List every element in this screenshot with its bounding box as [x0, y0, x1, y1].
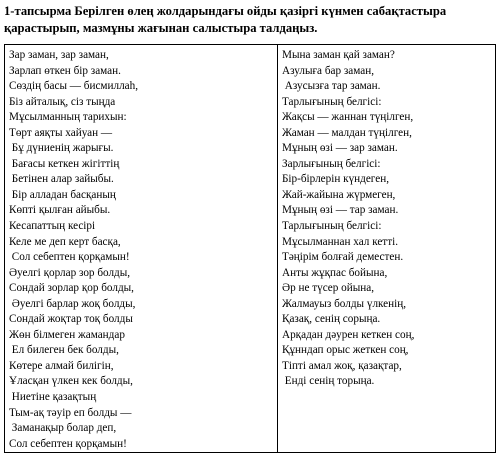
poem-line: Азулыға бар заман,	[282, 64, 375, 77]
poem-line: Зарлап өткен бір заман.	[9, 64, 121, 77]
poem-line: Енді сенің торыңа.	[282, 375, 375, 388]
poem-left-cell	[5, 45, 278, 453]
task-heading	[4, 3, 496, 37]
poem-line: Тарлығының белгісі:	[282, 95, 382, 108]
poem-line: Тәңірім болғай деместен.	[282, 251, 404, 264]
poem-line: Зар заман, зар заман,	[9, 49, 109, 61]
poem-line: Мұның өзі — тар заман.	[282, 204, 399, 217]
poems-table	[4, 44, 496, 453]
poem-line: Заманақыр болар деп,	[9, 422, 117, 435]
poem-line: Әуелгі барлар жоқ болды,	[9, 297, 136, 310]
poem-line: Құнндап орыс жеткен соң,	[282, 344, 409, 357]
poem-line: Ниетіне қазақтың	[9, 391, 97, 404]
poem-line: Кесапаттың кесірі	[9, 220, 96, 233]
poem-line: Көтере алмай билігін,	[9, 359, 114, 372]
poem-line: Ел билеген бек болды,	[9, 344, 119, 357]
poem-right	[282, 48, 491, 390]
poem-line: Біз айталық, сіз тыңда	[9, 95, 116, 108]
poem-line: Жаман — малдан түңілген,	[282, 126, 412, 139]
poem-line: Әуелгі қорлар зор болды,	[9, 266, 131, 279]
poem-line: Төрт аяқты хайуан —	[9, 126, 113, 139]
poem-line: Жай-жайына жүрмеген,	[282, 188, 396, 201]
poem-line: Келе ме деп керт басқа,	[9, 235, 121, 248]
poem-left	[9, 48, 273, 452]
poem-line: Бұ дүниенің жарығы.	[9, 142, 114, 155]
poem-line: Мұсылманнан хал кетті.	[282, 235, 398, 248]
poems-row	[5, 45, 496, 453]
poem-line: Мына заман қай заман?	[282, 49, 395, 61]
poem-line: Сондай жоқтар тоқ болды	[9, 313, 133, 326]
poem-line: Арқадан дәурен кеткен соң,	[282, 328, 415, 341]
poem-line: Сол себептен қорқамын!	[9, 437, 127, 450]
poem-line: Бір алладан басқаның	[9, 188, 116, 201]
poem-line: Жөн білмеген жамандар	[9, 328, 125, 341]
poem-line: Мұсылманның тарихын:	[9, 111, 127, 124]
poem-line: Бағасы кеткен жігіттің	[9, 157, 120, 170]
poem-line: Бетінен алар зайыбы.	[9, 173, 114, 186]
poem-line: Сөздің басы — бисмиллаһ,	[9, 80, 139, 93]
poem-line: Жалмауыз болды үлкенің,	[282, 297, 407, 310]
poem-line: Әр не түсер ойына,	[282, 282, 375, 295]
poem-line: Мұның өзі — зар заман.	[282, 142, 398, 155]
poem-line: Ұласқан үлкен кек болды,	[9, 375, 133, 388]
poem-line: Тарлығының белгісі:	[282, 220, 382, 233]
poem-line: Жақсы — жаннан түңілген,	[282, 111, 414, 124]
task-heading-line-2: қарастырып, мазмұны жағынан салыстыра талдаңыз.	[4, 21, 318, 35]
poem-line: Сол себептен қорқамын!	[9, 251, 130, 264]
poem-line: Тіпті амал жоқ, қазақтар,	[282, 359, 402, 372]
poem-line: Азусызға тар заман.	[282, 80, 381, 93]
poem-line: Қазақ, сенің сорыңа.	[282, 313, 381, 326]
poem-right-cell	[278, 45, 496, 453]
poem-line: Зарлығының белгісі:	[282, 157, 381, 170]
poem-line: Анты жұқпас бойына,	[282, 266, 388, 279]
poem-line: Көпті қылған айыбы.	[9, 204, 111, 217]
task-heading-line-1: 1-тапсырма Берілген өлең жолдарындағы ойды қазіргі күнмен сабақтастыра	[4, 4, 447, 18]
poem-line: Тым-ақ тәуір еп болды —	[9, 406, 132, 419]
poem-line: Сондай зорлар қор болды,	[9, 282, 134, 295]
poem-line: Бір-бірлерін күндеген,	[282, 173, 389, 186]
